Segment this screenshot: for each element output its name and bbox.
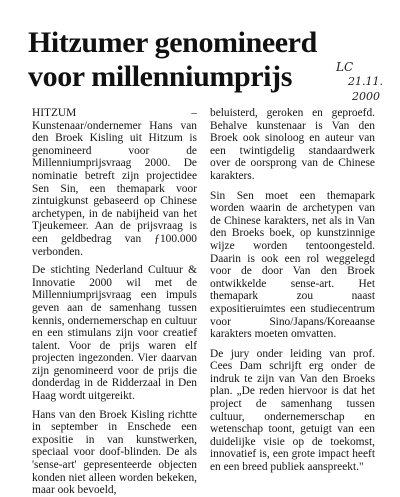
handwritten-day-month: 21.11. <box>348 75 383 88</box>
paragraph: De stichting Nederland Cultuur & Innovatie 2000 wil met de Millenniumprijsvraag een impuls geven aan de samenhang tussen kennis, ondernemerschap en cultuur en een stimulans zijn voor creatief talent. Voor de prijs waren elf projecten ingezonden. Vier daarvan zijn genomineerd voor de prijs die donderdag in de Ridderzaal in Den Haag wordt uitgereikt. <box>32 264 197 403</box>
right-column <box>210 107 375 481</box>
paragraph: HITZUM – Kunstenaar/ondernemer Hans van den Broek Kisling uit Hitzum is genomineerd voor de Millenniumprijsvraag 2000. De nominatie betreft zijn projectidee Sen Sin, een themapark voor zintuigkunst gebaseerd op Chinese archetypen, in de nabijheid van het Tjeukemeer. Aan de prijsvraag is een geldbedrag van ƒ100.000 verbonden. <box>32 107 197 258</box>
headline-line-2: voor millenniumprijs <box>28 60 292 93</box>
paragraph: Hans van den Broek Kisling richtte in september in Enschede een expositie in van kunstwerken, speciaal voor doof-blinden. De als 'sense-art' gepresenteerde objecten konden niet alleen worden bekeken, maar ook bevoeld, <box>32 408 197 497</box>
paragraph: beluisterd, geroken en geproefd. Behalve kunstenaar is Van den Broek ook sinoloog en auteur van een twintigdelig standaardwerk over de oorsprong van de Chinese karakters. <box>210 107 375 182</box>
left-column <box>32 107 197 497</box>
paragraph: Sin Sen moet een themapark worden waarin de archetypen van de Chinese karakters, net als in Van den Broeks boek, op kunstzinnige wijze worden tentoongesteld. Daarin is ook een rol weggelegd voor de door Van den Broek ontwikkelde sense-art. Het themapark zou naast expositieruimtes een studiecentrum voor Sino/Japans/Koreaanse karakters moeten omvatten. <box>210 189 375 341</box>
article-body <box>32 107 378 497</box>
article-headline <box>28 26 360 94</box>
headline-line-1: Hitzumer genomineerd <box>28 26 317 59</box>
handwritten-date-note <box>334 61 394 109</box>
paragraph: De jury onder leiding van prof. Cees Dam schrijft erg onder de indruk te zijn van Van den Broeks plan. „De reden hiervoor is dat het project de samenhang tussen cultuur, ondernemerschap en wetenschap toont, getuigt van een duidelijke visie op de toekomst, innovatief is, een grote impact heeft en een breed publiek aanspreekt." <box>210 347 375 474</box>
handwritten-initials: LC <box>336 60 354 74</box>
handwritten-year: 2000 <box>352 90 380 103</box>
